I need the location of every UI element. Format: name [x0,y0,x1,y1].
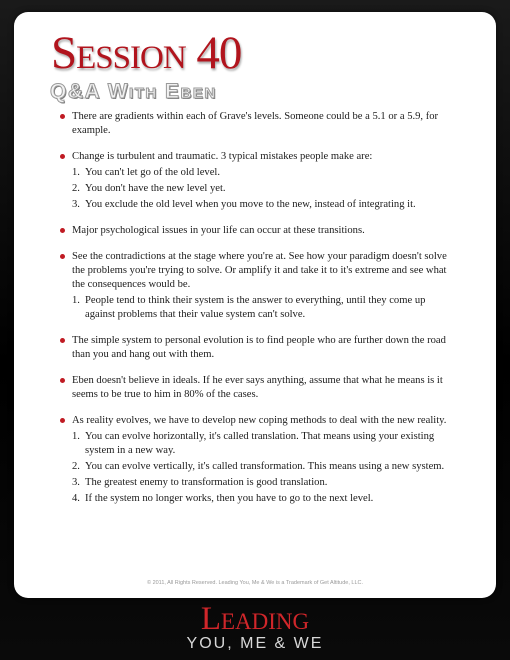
page-subtitle: Q&A With Eben [50,80,217,103]
bullet-text: The simple system to personal evolution is to find people who are further down the road than you and hang out with them. [72,335,446,360]
numbered-item-text: You can evolve vertically, it's called transformation. This means using a new system. [85,461,445,472]
item-number: 3. [72,199,80,210]
numbered-item-text: You can't let go of the old level. [85,167,220,178]
brand-tagline: YOU, ME & WE [186,635,324,652]
item-number: 1. [72,295,80,306]
brand-logo [0,603,510,653]
item-number: 4. [72,493,80,504]
bullet-item [48,110,453,138]
bullet-dot-icon [60,338,65,343]
bullet-dot-icon [60,154,65,159]
bullet-item [48,250,453,322]
bullet-item [48,374,453,402]
numbered-item [72,294,453,322]
bullet-text: Major psychological issues in your life can occur at these transitions. [72,225,365,236]
numbered-item-text: People tend to think their system is the answer to everything, until they come up against problems that their value system can't solve. [85,295,426,320]
bullet-item [48,414,453,506]
numbered-list [72,166,453,212]
numbered-item [72,198,453,212]
bullet-item [48,224,453,238]
bullet-dot-icon [60,114,65,119]
copyright-notice: © 2011, All Rights Reserved. Leading You, Me & We is a Trademark of Get Altitude, LLC. [146,580,364,586]
numbered-item [72,182,453,196]
numbered-item [72,476,453,490]
numbered-list [72,294,453,322]
bullet-item [48,334,453,362]
bullet-dot-icon [60,254,65,259]
page-title: Session 40 [51,27,242,79]
numbered-item [72,460,453,474]
notes-content [48,110,453,518]
numbered-item-text: If the system no longer works, then you have to go to the next level. [85,493,374,504]
bullet-text: Change is turbulent and traumatic. 3 typical mistakes people make are: [72,151,373,162]
item-number: 1. [72,167,80,178]
numbered-list [72,430,453,506]
item-number: 2. [72,461,80,472]
numbered-item [72,166,453,180]
bullet-text: As reality evolves, we have to develop new coping methods to deal with the new reality. [72,415,447,426]
bullet-text: Eben doesn't believe in ideals. If he ever says anything, assume that what he means is it seems to be true to him in 80% of the cases. [72,375,443,400]
item-number: 1. [72,431,80,442]
bullet-dot-icon [60,378,65,383]
bullet-text: There are gradients within each of Grave's levels. Someone could be a 5.1 or a 5.9, for example. [72,111,439,136]
item-number: 2. [72,183,80,194]
numbered-item-text: You can evolve horizontally, it's called translation. That means using your existing system in a new way. [85,431,435,456]
bullet-item [48,150,453,212]
numbered-item-text: The greatest enemy to transformation is good translation. [85,477,328,488]
numbered-item [72,430,453,458]
item-number: 3. [72,477,80,488]
numbered-item-text: You don't have the new level yet. [85,183,226,194]
bullet-dot-icon [60,228,65,233]
bullet-text: See the contradictions at the stage where you're at. See how your paradigm doesn't solve the problems you're trying to solve. Or amplify it and take it to it's extreme and see what the consequences would be. [72,251,447,290]
brand-name: Leading [200,601,310,637]
numbered-item [72,492,453,506]
numbered-item-text: You exclude the old level when you move to the new, instead of integrating it. [85,199,416,210]
bullet-dot-icon [60,418,65,423]
